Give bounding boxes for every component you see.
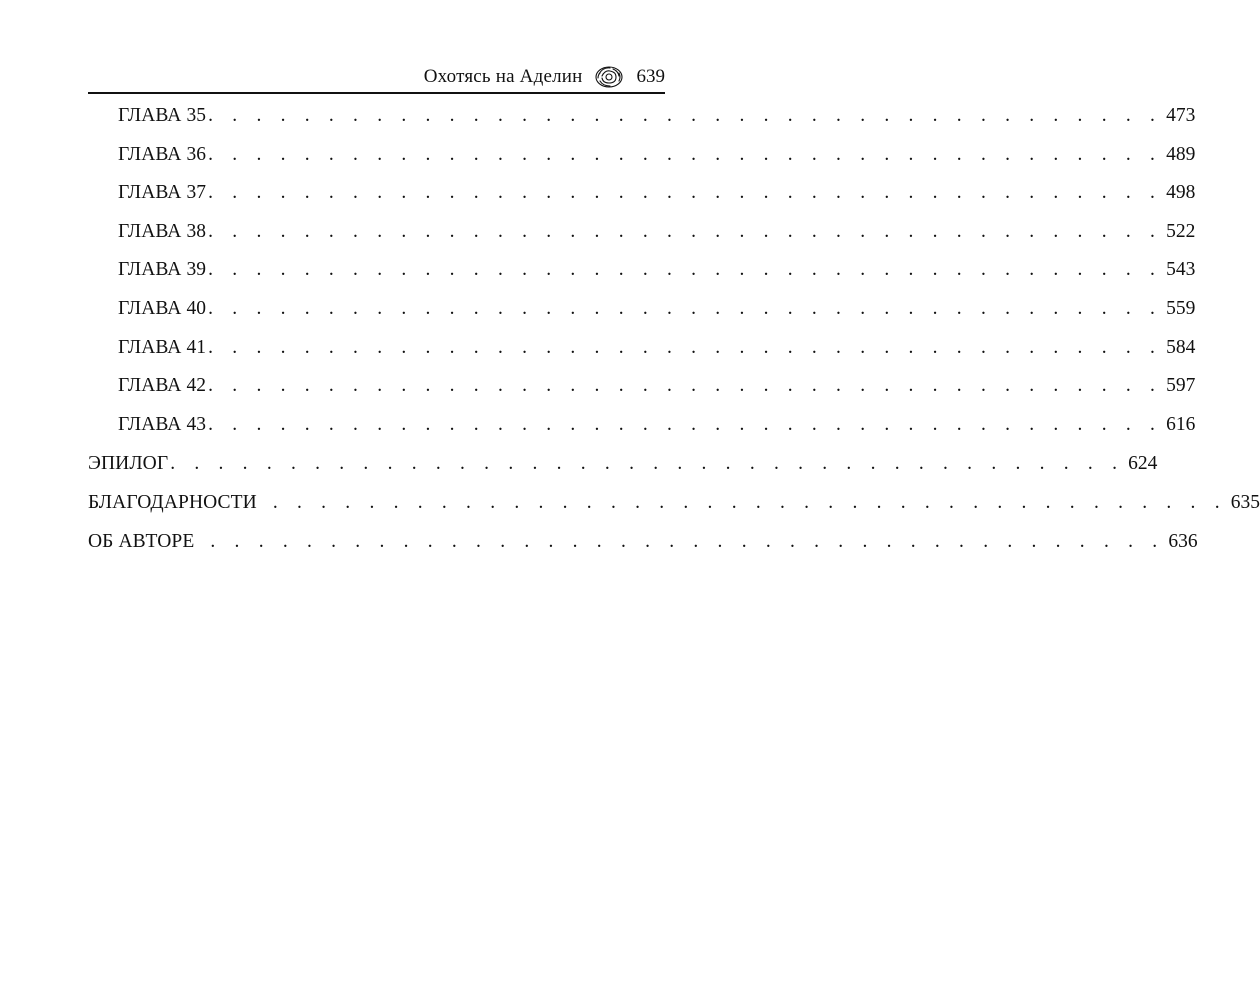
toc-entry-page: 636 [1168, 531, 1198, 552]
toc-entry[interactable] [118, 337, 1196, 367]
toc-entry-page: 522 [1166, 221, 1196, 242]
toc-entry-label: ГЛАВА 36 [118, 144, 207, 165]
toc-leader-dots: . . . . . . . . . . . . . . . . . . . . . . . . . . . . . . . . . . . . . . . . [208, 375, 1163, 396]
toc-entry-page: 597 [1166, 375, 1196, 396]
toc-entry-page: 473 [1166, 105, 1196, 126]
toc-entry[interactable] [118, 414, 1196, 444]
toc-entry-page: 624 [1128, 453, 1158, 474]
toc-entry[interactable] [118, 298, 1196, 328]
toc-entry-label: ГЛАВА 38 [118, 221, 207, 242]
toc-entry[interactable] [88, 531, 1198, 561]
toc-leader-dots: . . . . . . . . . . . . . . . . . . . . . . . . . . . . . . . . . . . . . . . . [208, 259, 1163, 280]
toc-entry[interactable] [118, 259, 1196, 289]
toc-entry-label: ГЛАВА 42 [118, 375, 207, 396]
toc-entry-label: ЭПИЛОГ [88, 453, 169, 474]
toc-entry[interactable] [118, 105, 1196, 135]
toc-entry-label: ГЛАВА 43 [118, 414, 207, 435]
toc-entry-label: ОБ АВТОРЕ [88, 531, 195, 552]
page-number: 639 [636, 66, 665, 87]
toc-entry[interactable] [118, 182, 1196, 212]
toc-entry-page: 559 [1166, 298, 1196, 319]
toc-entry-label: ГЛАВА 40 [118, 298, 207, 319]
toc-entry-label: ГЛАВА 37 [118, 182, 207, 203]
toc-entry[interactable] [118, 375, 1196, 405]
toc-entry-label: БЛАГОДАРНОСТИ [88, 492, 257, 513]
toc-entry-label: ГЛАВА 41 [118, 337, 207, 358]
toc-leader-dots: . . . . . . . . . . . . . . . . . . . . . . . . . . . . . . . . . . . . . . . . [208, 182, 1163, 203]
toc-entry-page: 489 [1166, 144, 1196, 165]
running-header [88, 62, 665, 92]
toc-entry[interactable] [88, 492, 1260, 522]
toc-entry-page: 543 [1166, 259, 1196, 280]
rose-icon [593, 65, 625, 89]
toc-leader-dots: . . . . . . . . . . . . . . . . . . . . . . . . . . . . . . . . . . . . . . . . [208, 105, 1163, 126]
toc-entry[interactable] [118, 144, 1196, 174]
toc-entry[interactable] [118, 221, 1196, 251]
toc-entry-label: ГЛАВА 39 [118, 259, 207, 280]
toc-leader-dots: . . . . . . . . . . . . . . . . . . . . . . . . . . . . . . . . . . . . . . . . [208, 144, 1163, 165]
toc-entry-page: 498 [1166, 182, 1196, 203]
toc-leader-dots: . . . . . . . . . . . . . . . . . . . . . . . . . . . . . . . . . . . . . . . . [170, 453, 1125, 474]
toc-entry-label: ГЛАВА 35 [118, 105, 207, 126]
toc-leader-dots: . . . . . . . . . . . . . . . . . . . . . . . . . . . . . . . . . . . . . . . . [208, 337, 1163, 358]
book-title: Охотясь на Аделин [423, 66, 583, 87]
toc-entry-page: 584 [1166, 337, 1196, 358]
toc-leader-dots: . . . . . . . . . . . . . . . . . . . . . . . . . . . . . . . . . . . . . . . . [272, 492, 1227, 513]
toc-leader-dots: . . . . . . . . . . . . . . . . . . . . . . . . . . . . . . . . . . . . . . . . [208, 298, 1163, 319]
header-rule [88, 92, 665, 94]
toc-leader-dots: . . . . . . . . . . . . . . . . . . . . . . . . . . . . . . . . . . . . . . . . [210, 531, 1165, 552]
toc-entry-page: 616 [1166, 414, 1196, 435]
toc-leader-dots: . . . . . . . . . . . . . . . . . . . . . . . . . . . . . . . . . . . . . . . . [208, 414, 1163, 435]
toc-entry[interactable] [88, 453, 1158, 483]
toc-entry-page: 635 [1230, 492, 1260, 513]
toc-leader-dots: . . . . . . . . . . . . . . . . . . . . . . . . . . . . . . . . . . . . . . . . [208, 221, 1163, 242]
